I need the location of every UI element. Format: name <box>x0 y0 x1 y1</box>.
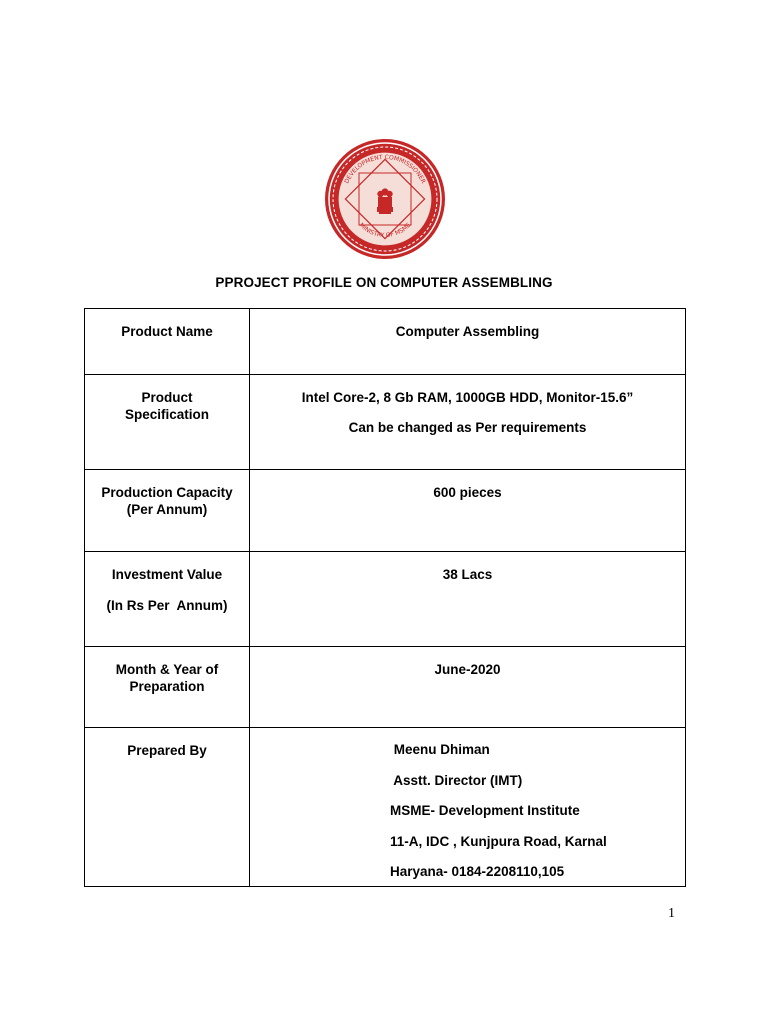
value-cell <box>250 470 686 552</box>
label-cell <box>85 552 250 647</box>
production-capacity-value: 600 pieces <box>433 485 502 500</box>
investment-value-label-line1: Investment Value <box>111 567 223 582</box>
product-spec-label-line1: Product <box>141 390 193 405</box>
product-spec-label-line2: Specification <box>124 407 210 422</box>
table-row-prepared-by <box>85 728 686 887</box>
document-title: PPROJECT PROFILE ON COMPUTER ASSEMBLING <box>215 275 553 290</box>
month-year-label-line1: Month & Year of <box>115 662 219 677</box>
table-row-month-year <box>85 647 686 728</box>
value-cell <box>250 552 686 647</box>
value-cell <box>250 309 686 375</box>
prepared-by-line: Meenu Dhiman <box>390 742 490 757</box>
value-cell <box>250 728 686 887</box>
label-cell <box>85 728 250 887</box>
product-spec-value-line1: Intel Core-2, 8 Gb RAM, 1000GB HDD, Monitor-15.6” <box>301 390 634 405</box>
value-cell <box>250 647 686 728</box>
label-cell <box>85 647 250 728</box>
label-cell <box>85 470 250 552</box>
label-cell <box>85 309 250 375</box>
seal-text-top: DEVELOPMENT COMMISSIONER <box>343 153 427 185</box>
month-year-label-line2: Preparation <box>129 679 205 694</box>
production-capacity-label-line2: (Per Annum) <box>126 502 208 517</box>
table-row-product-name <box>85 309 686 375</box>
prepared-by-line: Haryana- 0184-2208110,105 <box>390 864 565 879</box>
prepared-by-line: Asstt. Director (IMT) <box>390 772 523 788</box>
profile-table <box>84 308 686 887</box>
table-row-product-specification <box>85 375 686 470</box>
msme-seal-icon <box>323 137 447 261</box>
production-capacity-label-line1: Production Capacity <box>101 485 233 500</box>
product-name-value: Computer Assembling <box>395 324 540 339</box>
seal-text-bottom: MINISTRY OF MSME <box>357 221 413 240</box>
prepared-by-line: MSME- Development Institute <box>390 803 580 818</box>
page-number: 1 <box>668 906 675 921</box>
product-spec-value-line2: Can be changed as Per requirements <box>348 420 587 435</box>
value-cell <box>250 375 686 470</box>
product-name-label: Product Name <box>121 324 213 339</box>
investment-value-value: 38 Lacs <box>442 567 493 582</box>
table-row-investment-value <box>85 552 686 647</box>
label-cell <box>85 375 250 470</box>
prepared-by-line: 11-A, IDC , Kunjpura Road, Karnal <box>390 833 607 849</box>
prepared-by-label: Prepared By <box>127 743 207 758</box>
table-row-production-capacity <box>85 470 686 552</box>
investment-value-label-line2: (In Rs Per Annum) <box>106 598 228 613</box>
month-year-value: June-2020 <box>434 662 501 677</box>
